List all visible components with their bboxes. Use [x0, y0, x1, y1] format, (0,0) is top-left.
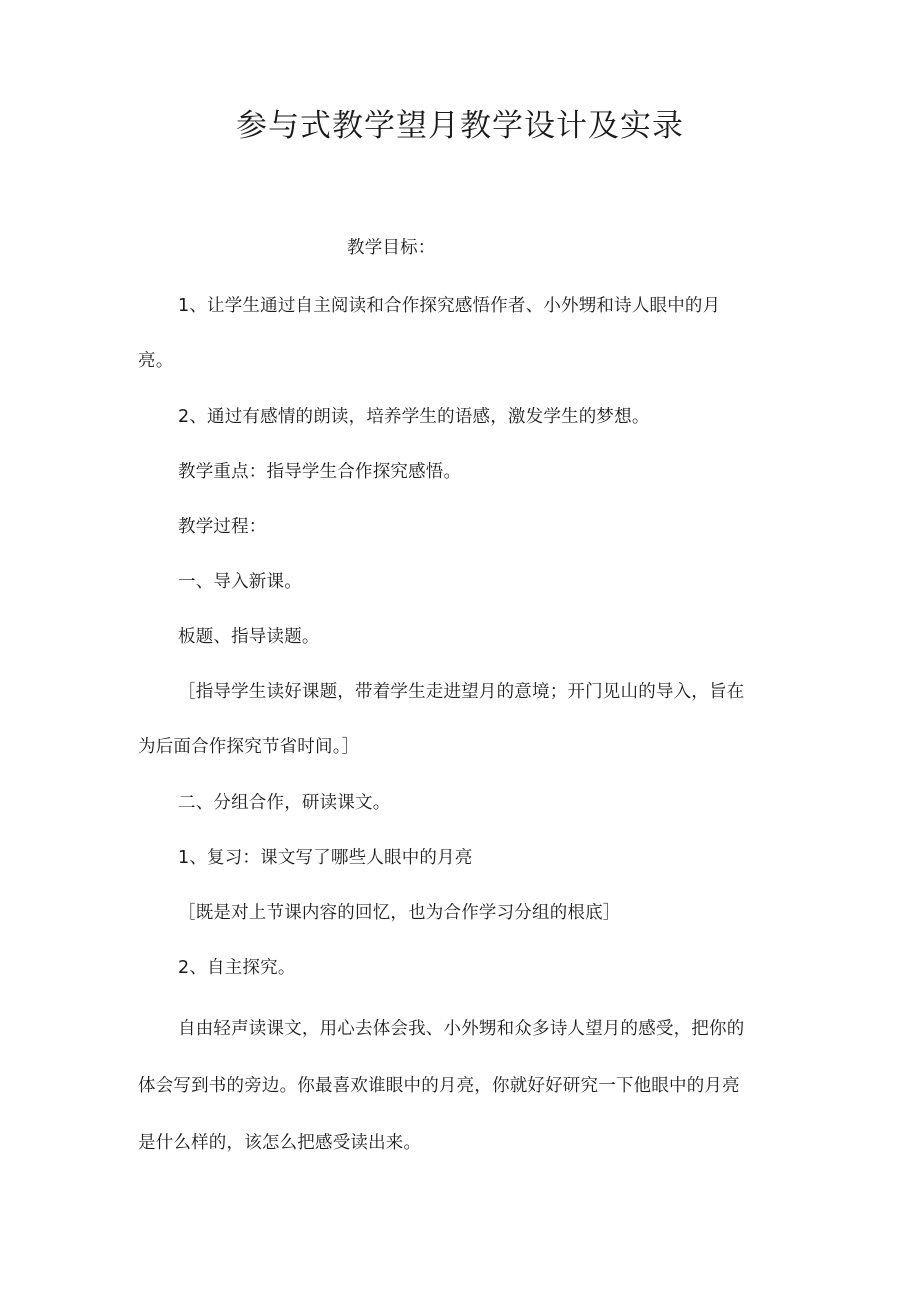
objective-1-line-1: 1、让学生通过自主阅读和合作探究感悟作者、小外甥和诗人眼中的月: [178, 296, 721, 316]
section-2-step-2: 2、自主探究。: [178, 958, 296, 978]
section-1-note-line-1: ［指导学生读好课题，带着学生走进望月的意境；开门见山的导入，旨在: [178, 682, 745, 702]
section-2-step-1: 1、复习：课文写了哪些人眼中的月亮: [178, 848, 473, 868]
section-1-note-line-2: 为后面合作探究节省时间。］: [138, 737, 360, 757]
objective-2: 2、通过有感情的朗读，培养学生的语感，激发学生的梦想。: [178, 407, 650, 427]
section-2-step-2-text-line-2: 体会写到书的旁边。你最喜欢谁眼中的月亮，你就好好研究一下他眼中的月亮: [138, 1076, 740, 1096]
process-heading: 教学过程：: [178, 517, 267, 537]
section-2-step-2-text-line-1: 自由轻声读课文，用心去体会我、小外甥和众多诗人望月的感受，把你的: [178, 1019, 745, 1039]
objectives-heading: 教学目标：: [347, 238, 436, 258]
document-title: 参与式教学望月教学设计及实录: [236, 108, 684, 144]
objective-1-line-2: 亮。: [138, 351, 174, 371]
section-2-step-1-note: ［既是对上节课内容的回忆，也为合作学习分组的根底］: [178, 903, 621, 923]
section-2-step-2-text-line-3: 是什么样的，该怎么把感受读出来。: [138, 1133, 422, 1153]
section-1-heading: 一、导入新课。: [178, 572, 302, 592]
key-point: 教学重点：指导学生合作探究感悟。: [178, 462, 462, 482]
section-2-heading: 二、分组合作，研读课文。: [178, 793, 391, 813]
section-1-step: 板题、指导读题。: [178, 627, 320, 647]
